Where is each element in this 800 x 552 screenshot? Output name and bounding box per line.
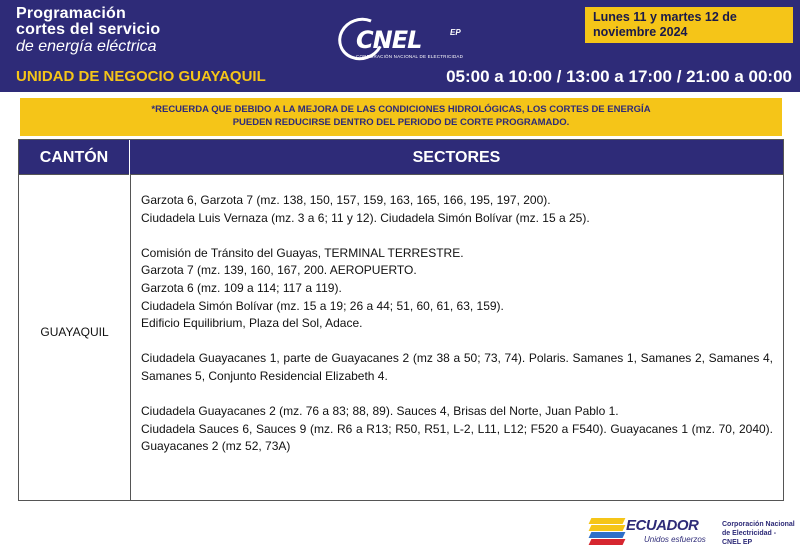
corp-line-2: de Electricidad - CNEL EP xyxy=(722,530,777,546)
header-banner xyxy=(0,0,800,92)
logo-text: CNEL xyxy=(356,26,422,54)
sector-line: Ciudadela Sauces 6, Sauces 9 (mz. R6 a R13; R50, R51, L-2, L11, L12; F520 a F540). Guayacanes 1 (mz. 70, 2040). Guayacanes 2 (mz 52, 73A) xyxy=(141,421,773,454)
sector-line: Ciudadela Luis Vernaza (mz. 3 a 6; 11 y 12). Ciudadela Simón Bolívar (mz. 15 a 25). xyxy=(141,210,590,225)
cnel-logo xyxy=(334,18,484,66)
page-title xyxy=(16,6,160,55)
sector-line: Garzota 6, Garzota 7 (mz. 138, 150, 157, 159, 163, 165, 166, 195, 197, 200). xyxy=(141,193,551,207)
footer-logos xyxy=(590,514,796,548)
title-line-2: cortes del servicio xyxy=(16,21,161,38)
canton-cell: GUAYAQUIL xyxy=(40,325,109,339)
sector-spacer xyxy=(141,333,773,351)
sector-line: Comisión de Tránsito del Guayas, TERMINAL TERRESTRE. xyxy=(141,245,464,260)
schedule-table xyxy=(18,139,784,501)
logo-suffix: EP xyxy=(450,28,461,37)
sectors-cell xyxy=(141,192,773,456)
notice-banner xyxy=(20,98,782,136)
logo-subtitle: CORPORACIÓN NACIONAL DE ELECTRICIDAD xyxy=(356,54,464,59)
notice-line-1: *RECUERDA QUE DEBIDO A LA MEJORA DE LAS CONDICIONES HIDROLÓGICAS, LOS CORTES DE ENERGÍA xyxy=(151,104,651,115)
corporation-name xyxy=(722,520,796,547)
sector-line: Garzota 6 (mz. 109 a 114; 117 a 119). xyxy=(141,280,342,295)
outage-hours: 05:00 a 10:00 / 13:00 a 17:00 / 21:00 a 00:00 xyxy=(446,67,792,86)
notice-line-2: PUEDEN REDUCIRSE DENTRO DEL PERIODO DE CORTE PROGRAMADO. xyxy=(232,117,570,128)
business-unit-label: UNIDAD DE NEGOCIO GUAYAQUIL xyxy=(16,68,266,85)
column-divider xyxy=(130,175,131,500)
sectors-header: SECTORES xyxy=(412,149,501,166)
sector-line: Ciudadela Guayacanes 1, parte de Guayacanes 2 (mz 38 a 50; 73, 74). Polaris. Samanes 1, Samanes 2, Samanes 4, Samanes 5, Conjunto Residencial Elizabeth 4. xyxy=(141,351,773,383)
ecuador-brand: ECUADOR xyxy=(626,517,699,534)
ecuador-slogan: Unidos esfuerzos xyxy=(644,535,706,544)
table-header xyxy=(19,140,783,175)
title-line-1: Programación xyxy=(16,5,126,22)
corp-line-1: Corporación Nacional xyxy=(722,521,795,528)
canton-header: CANTÓN xyxy=(19,140,130,175)
sector-spacer xyxy=(141,227,773,245)
ecuador-flag-icon xyxy=(590,516,624,546)
sector-line: Ciudadela Guayacanes 2 (mz. 76 a 83; 88, 89). Sauces 4, Brisas del Norte, Juan Pablo 1. xyxy=(141,404,619,419)
title-line-3: de energía eléctrica xyxy=(16,38,157,55)
date-box: Lunes 11 y martes 12 de noviembre 2024 xyxy=(584,6,794,44)
sector-spacer xyxy=(141,386,773,404)
sector-line: Ciudadela Simón Bolívar (mz. 15 a 19; 26 a 44; 51, 60, 61, 63, 159). xyxy=(141,298,504,313)
sector-line: Edificio Equilibrium, Plaza del Sol, Adace. xyxy=(141,316,363,331)
sector-line: Garzota 7 (mz. 139, 160, 167, 200. AEROPUERTO. xyxy=(141,263,417,278)
